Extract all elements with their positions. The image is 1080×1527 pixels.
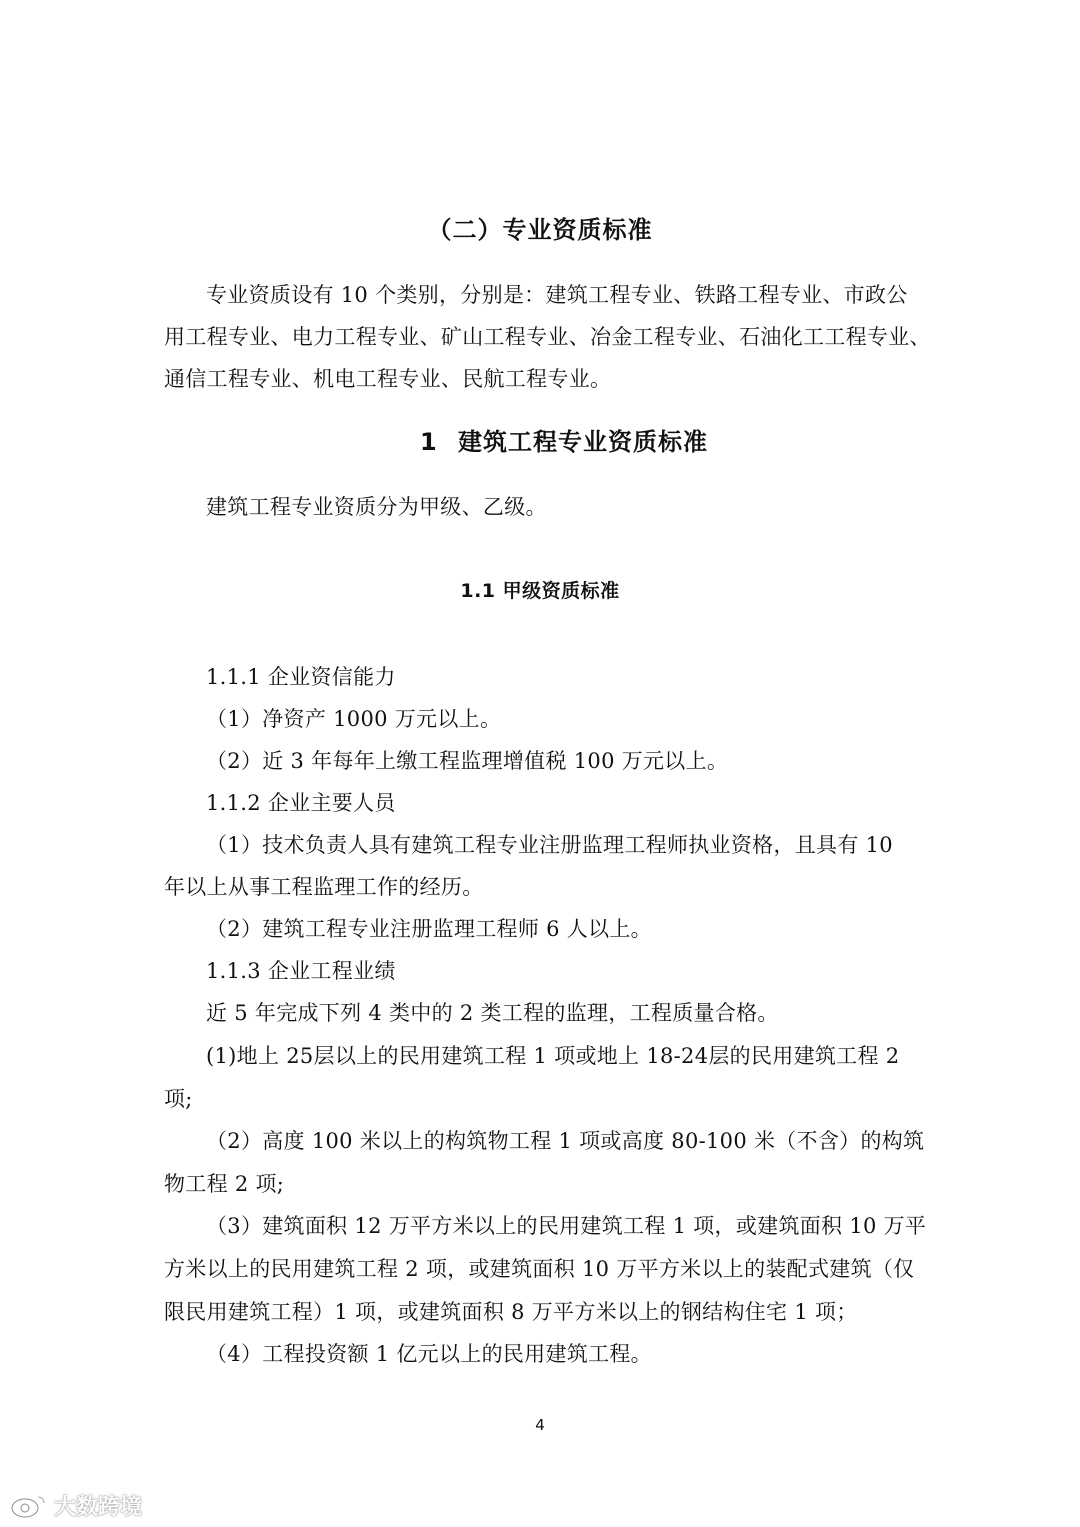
paragraph-line: 年以上从事工程监理工作的经历。	[164, 875, 484, 899]
intro-line-1: 专业资质设有 10 个类别，分别是：建筑工程专业、铁路工程专业、市政公	[206, 283, 908, 307]
subsection-heading	[420, 426, 708, 458]
intro-line-2: 用工程专业、电力工程专业、矿山工程专业、冶金工程专业、石油化工工程专业、	[164, 325, 931, 349]
paragraph-line: （2）建筑工程专业注册监理工程师 6 人以上。	[206, 917, 652, 941]
heading-1-1-1: 1.1.1 企业资信能力	[206, 665, 396, 689]
paragraph-line: （1）技术负责人具有建筑工程专业注册监理工程师执业资格，且具有 10	[206, 833, 893, 857]
heading-1-1-2: 1.1.2 企业主要人员	[206, 791, 396, 815]
paragraph-line: 项;	[164, 1087, 193, 1111]
subsubsection-title: 1.1 甲级资质标准	[460, 580, 620, 602]
subsection-title: 建筑工程专业资质标准	[458, 428, 708, 456]
weibo-eye-icon	[8, 1493, 48, 1519]
paragraph-line: （3）建筑面积 12 万平方米以上的民用建筑工程 1 项，或建筑面积 10 万平	[206, 1214, 927, 1238]
paragraph-line: （1）净资产 1000 万元以上。	[206, 707, 502, 731]
section-title: （二）专业资质标准	[427, 216, 653, 244]
heading-1-1-3: 1.1.3 企业工程业绩	[206, 959, 396, 983]
paragraph-line: (1)地上 25层以上的民用建筑工程 1 项或地上 18-24层的民用建筑工程 2	[206, 1044, 900, 1068]
paragraph-line: （2）高度 100 米以上的构筑物工程 1 项或高度 80-100 米（不含）的构筑	[206, 1129, 925, 1153]
page-number: 4	[535, 1416, 545, 1434]
watermark-text: 大数跨境	[54, 1495, 143, 1520]
subsection-intro: 建筑工程专业资质分为甲级、乙级。	[206, 495, 547, 519]
paragraph-line: 方米以上的民用建筑工程 2 项，或建筑面积 10 万平方米以上的装配式建筑（仅	[164, 1257, 915, 1281]
paragraph-line: （4）工程投资额 1 亿元以上的民用建筑工程。	[206, 1342, 652, 1366]
paragraph-line: 限民用建筑工程）1 项，或建筑面积 8 万平方米以上的钢结构住宅 1 项；	[164, 1300, 858, 1324]
watermark	[8, 1490, 142, 1521]
intro-line-3: 通信工程专业、机电工程专业、民航工程专业。	[164, 367, 612, 391]
subsection-number: 1	[420, 428, 438, 456]
paragraph-line: 物工程 2 项;	[164, 1172, 285, 1196]
paragraph-line: 近 5 年完成下列 4 类中的 2 类工程的监理，工程质量合格。	[206, 1001, 779, 1025]
paragraph-line: （2）近 3 年每年上缴工程监理增值税 100 万元以上。	[206, 749, 729, 773]
